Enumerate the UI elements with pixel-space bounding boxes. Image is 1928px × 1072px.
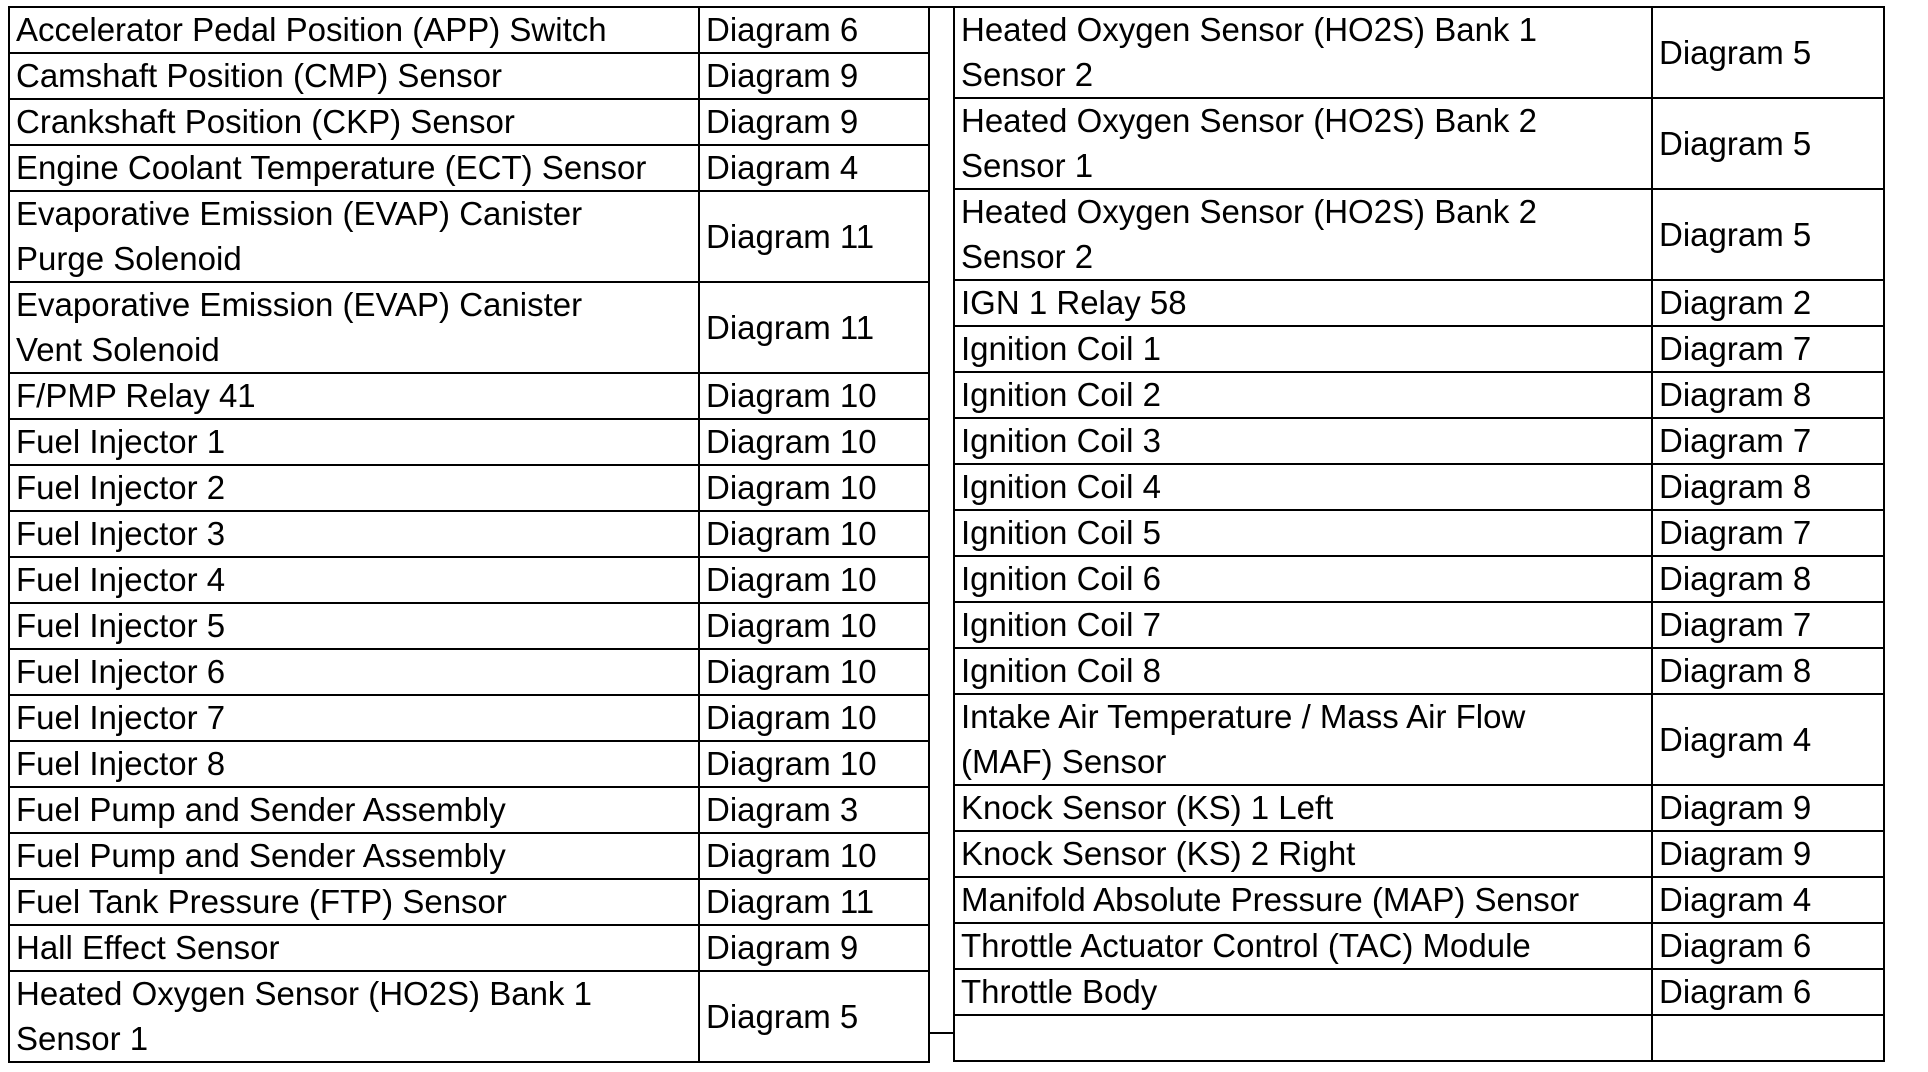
diagram-reference-cell [1652, 877, 1884, 923]
component-name-line: Heated Oxygen Sensor (HO2S) Bank 1 [961, 11, 1537, 48]
table-row [954, 418, 1884, 464]
component-name-cell [9, 557, 699, 603]
diagram-reference-cell [699, 971, 929, 1062]
table-row [9, 557, 929, 603]
left-component-table [8, 6, 930, 1063]
left-table-body [9, 7, 929, 1062]
table-row [954, 189, 1884, 280]
component-name-line: Heated Oxygen Sensor (HO2S) Bank 1 [16, 975, 592, 1012]
diagram-reference-cell [1652, 694, 1884, 785]
component-name-line: F/PMP Relay 41 [16, 377, 256, 414]
component-name-line: Sensor 1 [16, 1019, 149, 1057]
table-row [954, 464, 1884, 510]
diagram-reference-cell [1652, 785, 1884, 831]
table-row [9, 53, 929, 99]
diagram-reference: Diagram 8 [1659, 468, 1812, 505]
component-name-cell [954, 7, 1652, 98]
component-name-line: Ignition Coil 4 [961, 468, 1161, 505]
component-name-line: Fuel Injector 6 [16, 653, 226, 690]
diagram-reference: Diagram 10 [706, 515, 877, 552]
component-name-line: Fuel Injector 5 [16, 607, 226, 644]
component-name-line: Ignition Coil 1 [961, 330, 1161, 367]
component-name-cell [9, 925, 699, 971]
diagram-reference: Diagram 4 [1659, 720, 1812, 758]
table-row [9, 971, 929, 1062]
component-name-line: Vent Solenoid [16, 330, 220, 368]
diagram-reference: Diagram 11 [706, 308, 875, 346]
diagram-reference-cell [699, 145, 929, 191]
diagram-reference: Diagram 11 [706, 217, 875, 255]
component-name-line: Fuel Injector 8 [16, 745, 226, 782]
component-name-line: Intake Air Temperature / Mass Air Flow [961, 698, 1526, 735]
diagram-reference-cell [699, 419, 929, 465]
table-row [954, 7, 1884, 98]
component-name-line: IGN 1 Relay 58 [961, 284, 1187, 321]
diagram-reference: Diagram 11 [706, 883, 875, 920]
component-name-cell [9, 971, 699, 1062]
diagram-reference-cell [699, 741, 929, 787]
diagram-reference: Diagram 10 [706, 837, 877, 874]
component-name-line: Ignition Coil 3 [961, 422, 1161, 459]
table-row [9, 99, 929, 145]
component-name-cell [954, 326, 1652, 372]
table-row [954, 326, 1884, 372]
component-name-line: Heated Oxygen Sensor (HO2S) Bank 2 [961, 102, 1537, 139]
component-name-cell [9, 191, 699, 282]
component-name-cell [9, 99, 699, 145]
diagram-reference-cell [1652, 7, 1884, 98]
table-row [9, 282, 929, 373]
component-name-line: Fuel Injector 7 [16, 699, 226, 736]
component-name-cell [954, 464, 1652, 510]
component-name-line: Evaporative Emission (EVAP) Canister [16, 195, 583, 232]
table-row [9, 511, 929, 557]
diagram-reference: Diagram 10 [706, 653, 877, 690]
diagram-reference: Diagram 10 [706, 607, 877, 644]
diagram-reference: Diagram 10 [706, 469, 877, 506]
component-name-line: Throttle Body [961, 973, 1158, 1010]
diagram-reference-cell [699, 649, 929, 695]
component-name-line: Accelerator Pedal Position (APP) Switch [16, 11, 607, 48]
component-name-line: Engine Coolant Temperature (ECT) Sensor [16, 149, 647, 186]
diagram-reference-cell [699, 833, 929, 879]
component-name-line: Hall Effect Sensor [16, 929, 280, 966]
diagram-reference: Diagram 9 [1659, 789, 1812, 826]
diagram-reference-cell [699, 603, 929, 649]
table-row [954, 556, 1884, 602]
diagram-reference: Diagram 4 [1659, 881, 1812, 918]
component-name-cell [954, 923, 1652, 969]
component-name-line: Ignition Coil 5 [961, 514, 1161, 551]
component-name-cell [9, 419, 699, 465]
table-row [954, 98, 1884, 189]
component-name-line: Ignition Coil 7 [961, 606, 1161, 643]
component-name-line: (MAF) Sensor [961, 742, 1167, 780]
diagram-reference: Diagram 8 [1659, 652, 1812, 689]
table-row [954, 877, 1884, 923]
component-name-cell [9, 145, 699, 191]
component-name-line: Purge Solenoid [16, 239, 242, 277]
diagram-reference-cell [699, 511, 929, 557]
component-name-cell [954, 372, 1652, 418]
component-name-cell [954, 98, 1652, 189]
component-name-cell [954, 418, 1652, 464]
diagram-reference: Diagram 2 [1659, 284, 1812, 321]
diagram-reference: Diagram 10 [706, 699, 877, 736]
table-row [954, 969, 1884, 1015]
component-name-cell [9, 695, 699, 741]
diagram-reference-cell [699, 191, 929, 282]
diagram-reference-cell [699, 465, 929, 511]
component-name-cell [954, 556, 1652, 602]
diagram-reference-cell [699, 282, 929, 373]
component-name-cell [9, 833, 699, 879]
diagram-reference-cell [1652, 372, 1884, 418]
component-name-line: Manifold Absolute Pressure (MAP) Sensor [961, 881, 1580, 918]
diagram-reference-cell [699, 373, 929, 419]
diagram-reference-cell [1652, 98, 1884, 189]
column-separator [930, 6, 953, 1034]
table-row [954, 602, 1884, 648]
diagram-reference: Diagram 3 [706, 791, 859, 828]
component-name-cell [954, 602, 1652, 648]
component-name-cell [954, 694, 1652, 785]
diagram-reference-cell [699, 99, 929, 145]
diagram-reference-cell [1652, 418, 1884, 464]
diagram-reference-cell [1652, 602, 1884, 648]
diagram-reference: Diagram 5 [706, 997, 859, 1035]
diagram-reference-cell [1652, 280, 1884, 326]
component-name-cell [9, 373, 699, 419]
right-table-body [954, 7, 1884, 1061]
diagram-reference-cell [699, 787, 929, 833]
diagram-reference: Diagram 9 [1659, 835, 1812, 872]
table-row [9, 465, 929, 511]
diagram-reference: Diagram 10 [706, 561, 877, 598]
diagram-reference-cell [1652, 556, 1884, 602]
table-row [9, 7, 929, 53]
component-name-line: Fuel Tank Pressure (FTP) Sensor [16, 883, 507, 920]
component-locator-sheet [8, 6, 1885, 1063]
table-row [954, 648, 1884, 694]
component-name-cell [9, 7, 699, 53]
component-name-line: Knock Sensor (KS) 1 Left [961, 789, 1334, 826]
table-row [954, 923, 1884, 969]
component-name-cell [9, 282, 699, 373]
component-name-line: Ignition Coil 8 [961, 652, 1161, 689]
diagram-reference: Diagram 4 [706, 149, 859, 186]
table-row [954, 694, 1884, 785]
table-row [9, 879, 929, 925]
diagram-reference: Diagram 6 [1659, 973, 1812, 1010]
diagram-reference: Diagram 10 [706, 377, 877, 414]
table-row [954, 372, 1884, 418]
component-name-line: Heated Oxygen Sensor (HO2S) Bank 2 [961, 193, 1537, 230]
diagram-reference: Diagram 5 [1659, 215, 1812, 253]
diagram-reference: Diagram 7 [1659, 514, 1812, 551]
diagram-reference-cell [699, 879, 929, 925]
diagram-reference-cell [699, 925, 929, 971]
diagram-reference-cell [1652, 1015, 1884, 1061]
table-row [954, 831, 1884, 877]
diagram-reference-cell [699, 695, 929, 741]
diagram-reference-cell [1652, 510, 1884, 556]
component-name-line: Camshaft Position (CMP) Sensor [16, 57, 502, 94]
component-name-cell [9, 53, 699, 99]
diagram-reference: Diagram 9 [706, 57, 859, 94]
table-row [9, 833, 929, 879]
component-name-line: Fuel Injector 3 [16, 515, 226, 552]
right-component-table [953, 6, 1885, 1062]
diagram-reference: Diagram 8 [1659, 560, 1812, 597]
component-name-line: Fuel Injector 1 [16, 423, 226, 460]
component-name-cell [9, 741, 699, 787]
diagram-reference-cell [699, 7, 929, 53]
component-name-cell [954, 831, 1652, 877]
diagram-reference-cell [1652, 326, 1884, 372]
component-name-line: Sensor 2 [961, 237, 1094, 275]
component-name-line: Crankshaft Position (CKP) Sensor [16, 103, 515, 140]
diagram-reference: Diagram 8 [1659, 376, 1812, 413]
component-name-cell [9, 511, 699, 557]
diagram-reference-cell [1652, 648, 1884, 694]
component-name-cell [9, 879, 699, 925]
diagram-reference: Diagram 7 [1659, 330, 1812, 367]
diagram-reference: Diagram 10 [706, 423, 877, 460]
component-name-line: Ignition Coil 6 [961, 560, 1161, 597]
component-name-line: Fuel Pump and Sender Assembly [16, 791, 506, 828]
component-name-cell [954, 877, 1652, 923]
table-row [9, 419, 929, 465]
table-row [9, 741, 929, 787]
component-name-line: Sensor 2 [961, 55, 1094, 93]
diagram-reference-cell [1652, 969, 1884, 1015]
component-name-cell [9, 465, 699, 511]
table-row [9, 191, 929, 282]
table-row [9, 925, 929, 971]
component-name-line: Fuel Pump and Sender Assembly [16, 837, 506, 874]
table-row [954, 785, 1884, 831]
component-name-line: Knock Sensor (KS) 2 Right [961, 835, 1356, 872]
diagram-reference: Diagram 10 [706, 745, 877, 782]
table-row [9, 373, 929, 419]
table-row [9, 603, 929, 649]
diagram-reference: Diagram 5 [1659, 33, 1812, 71]
table-row [9, 649, 929, 695]
table-row [9, 695, 929, 741]
diagram-reference: Diagram 6 [706, 11, 859, 48]
component-name-cell [9, 603, 699, 649]
table-row [954, 510, 1884, 556]
diagram-reference-cell [1652, 831, 1884, 877]
table-row [9, 787, 929, 833]
table-row [954, 1015, 1884, 1061]
component-name-cell [954, 189, 1652, 280]
component-name-cell [954, 280, 1652, 326]
component-name-line: Evaporative Emission (EVAP) Canister [16, 286, 583, 323]
diagram-reference-cell [1652, 464, 1884, 510]
component-name-cell [954, 510, 1652, 556]
component-name-cell [954, 648, 1652, 694]
diagram-reference: Diagram 5 [1659, 124, 1812, 162]
diagram-reference: Diagram 9 [706, 103, 859, 140]
diagram-reference: Diagram 9 [706, 929, 859, 966]
component-name-cell [9, 787, 699, 833]
diagram-reference-cell [699, 557, 929, 603]
component-name-cell [9, 649, 699, 695]
diagram-reference-cell [699, 53, 929, 99]
component-name-line: Sensor 1 [961, 146, 1094, 184]
component-name-cell [954, 1015, 1652, 1061]
diagram-reference: Diagram 6 [1659, 927, 1812, 964]
table-row [9, 145, 929, 191]
diagram-reference: Diagram 7 [1659, 606, 1812, 643]
component-name-line: Fuel Injector 4 [16, 561, 226, 598]
diagram-reference-cell [1652, 923, 1884, 969]
component-name-line: Throttle Actuator Control (TAC) Module [961, 927, 1531, 964]
component-name-cell [954, 785, 1652, 831]
diagram-reference-cell [1652, 189, 1884, 280]
component-name-line: Fuel Injector 2 [16, 469, 226, 506]
component-name-cell [954, 969, 1652, 1015]
component-name-line: Ignition Coil 2 [961, 376, 1161, 413]
table-row [954, 280, 1884, 326]
diagram-reference: Diagram 7 [1659, 422, 1812, 459]
